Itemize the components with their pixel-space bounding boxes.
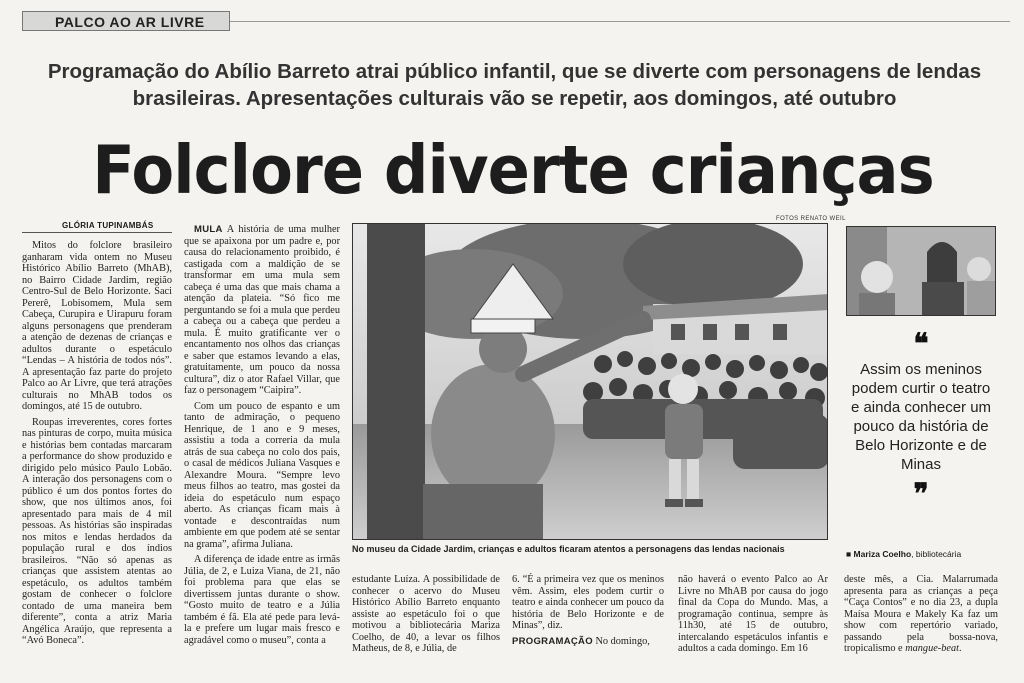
secondary-photo [846, 226, 996, 316]
quote-attribution [846, 549, 961, 559]
paragraph: No domingo, [595, 635, 650, 647]
period: . [958, 643, 962, 654]
lede: Programação do Abílio Barreto atrai público infantil, que se diverte com personagens de lendas brasileiras. Apresentações culturais vão se repetir, aos domingos, até outubro [47, 60, 982, 110]
article-column-3 [352, 574, 500, 655]
article-column-2 [184, 224, 340, 646]
article-column-4 [512, 574, 664, 647]
byline: GLÓRIA TUPINAMBÁS [62, 221, 154, 230]
close-quote-icon: ❞ [913, 477, 929, 510]
quote-author: Mariza Coelho [853, 549, 912, 559]
bullet-icon: ■ [846, 549, 852, 559]
photo-caption: No museu da Cidade Jardim, crianças e adultos ficaram atentos a personagens das lendas nacionais [352, 544, 785, 554]
paragraph: A história de uma mulher que se apaixona por um padre e, por causa do relacionamento proibido, é castigada com a maldição de se transformar em uma mula sem cabeça é uma das que mais chama a atenção da plateia. “Só fico me perguntando se foi a mula que perdeu a cabeça ou a cabeça que perdeu a mula. É muito gratificante ver o encantamento nos olhos das crianças e saber que estamos levando a elas, gratuitamente, um pouco da nossa cultura”, diz o ator Rafael Villar, que faz o personagem “Caipira”. [184, 224, 340, 396]
paragraph: estudante Luíza. A possibilidade de conhecer o acervo do Museu Histórico Abílio Barreto enquanto assiste ao espetáculo foi o que motivou a bibliotecária Mariza Coelho, de 40, a levar os filhos Matheus, de 8, e Júlia, de [352, 574, 500, 654]
kicker-programacao: PROGRAMAÇÃO [512, 635, 593, 647]
section-tag: PALCO AO AR LIVRE [22, 11, 230, 31]
paragraph: Roupas irreverentes, cores fortes nas pinturas de corpo, muita música e histórias bem contadas marcaram a performance do show produzido e dirigido pelo músico Paulo Lobão. A interação dos personagens com o público é um dos pontos fortes do show, que nos últimos anos, foi apresentado para mais de 4 mil pessoas. As histórias são inspiradas nos mitos e lendas herdados da população rural e dos índios brasileiros. “Não só apenas as crianças que assistem atentas ao espetáculo, os adultos também gostam de conhecer o folclore contado de uma maneira bem diferente”, conta a atriz Maria Angélica Araújo, que representa a “Avó Boneca”. [22, 416, 172, 646]
article-column-6 [844, 574, 998, 655]
photo-scene-illustration [353, 224, 828, 540]
article-column-5 [678, 574, 828, 655]
headline: Folclore diverte crianças [92, 131, 934, 209]
quote-role: , bibliotecária [911, 549, 962, 559]
paragraph: deste mês, a Cia. Malarrumada apresenta para as crianças a peça “Caça Contos” e no dia 23, a dupla Maísa Moura e Makely Ka faz um show com repertório variado, passando pela bossa-nova, tropicalismo e [844, 574, 998, 654]
secondary-photo-illustration [847, 227, 996, 316]
byline-rule [22, 232, 172, 233]
photo-credit: FOTOS RENATO WEIL [776, 216, 846, 222]
paragraph: Com um pouco de espanto e um tanto de admiração, o pequeno Henrique, de 1 ano e 9 meses, assistiu a toda a correria da mula atrás de sua cabeça no colo dos pais, o casal de médicos Juliana Vasques e Alexandre Moura. “Sempre levo meus filhos ao teatro, mas gostei da ideia do espetáculo num espaço aberto. As crianças ficam mais à vontade e descontraídas num ambiente em que podem até se sentar na grama”, afirma Juliana. [184, 400, 340, 550]
paragraph: A diferença de idade entre as irmãs Júlia, de 2, e Luiza Viana, de 21, não foi problema para que elas se divertissem juntas durante o show. “Gosto muito de teatro e a Júlia também é fã. Ela até pede para levá-la e prefere um lugar mais fresco e agradável como o museu”, conta a [184, 554, 340, 646]
paragraph: Mitos do folclore brasileiro ganharam vida ontem no Museu Histórico Abílio Barreto (MhAB), no Bairro Cidade Jardim, região Centro-Sul de Belo Horizonte. Saci Pererê, Lobisomem, Mula sem Cabeça, Curupira e Uirapuru foram alguns personagens que prenderam a atenção de dezenas de crianças e adultos durante o espetáculo “Lendas – A história de todos nós”. A apresentação faz parte do projeto Palco ao Ar Livre, que terá atrações culturais no MhAB todos os domingos, até 15 de outubro. [22, 240, 172, 412]
pull-quote [846, 327, 996, 510]
quote-text: Assim os meninos podem curtir o teatro e ainda conhecer um pouco da história de Belo Horizonte e de Minas [850, 361, 992, 473]
paragraph: não haverá o evento Palco ao Ar Livre no MhAB por causa do jogo final da Copa do Mundo. Mas, a programação continua, sempre às 11h30, até 15 de outubro, intercalando espetáculos infantis e adultos a cada domingo. Em 16 [678, 574, 828, 654]
section-rule [230, 21, 1010, 22]
open-quote-icon: ❝ [913, 327, 929, 360]
paragraph: 6. “É a primeira vez que os meninos vêm. Assim, eles podem curtir o teatro e ainda conhecer um pouco da história de Belo Horizonte e de Minas”, diz. [512, 574, 664, 631]
main-photo [352, 223, 828, 540]
kicker-mula: MULA [194, 224, 223, 235]
italic-term: mangue-beat [905, 643, 959, 654]
article-column-1 [22, 240, 172, 647]
